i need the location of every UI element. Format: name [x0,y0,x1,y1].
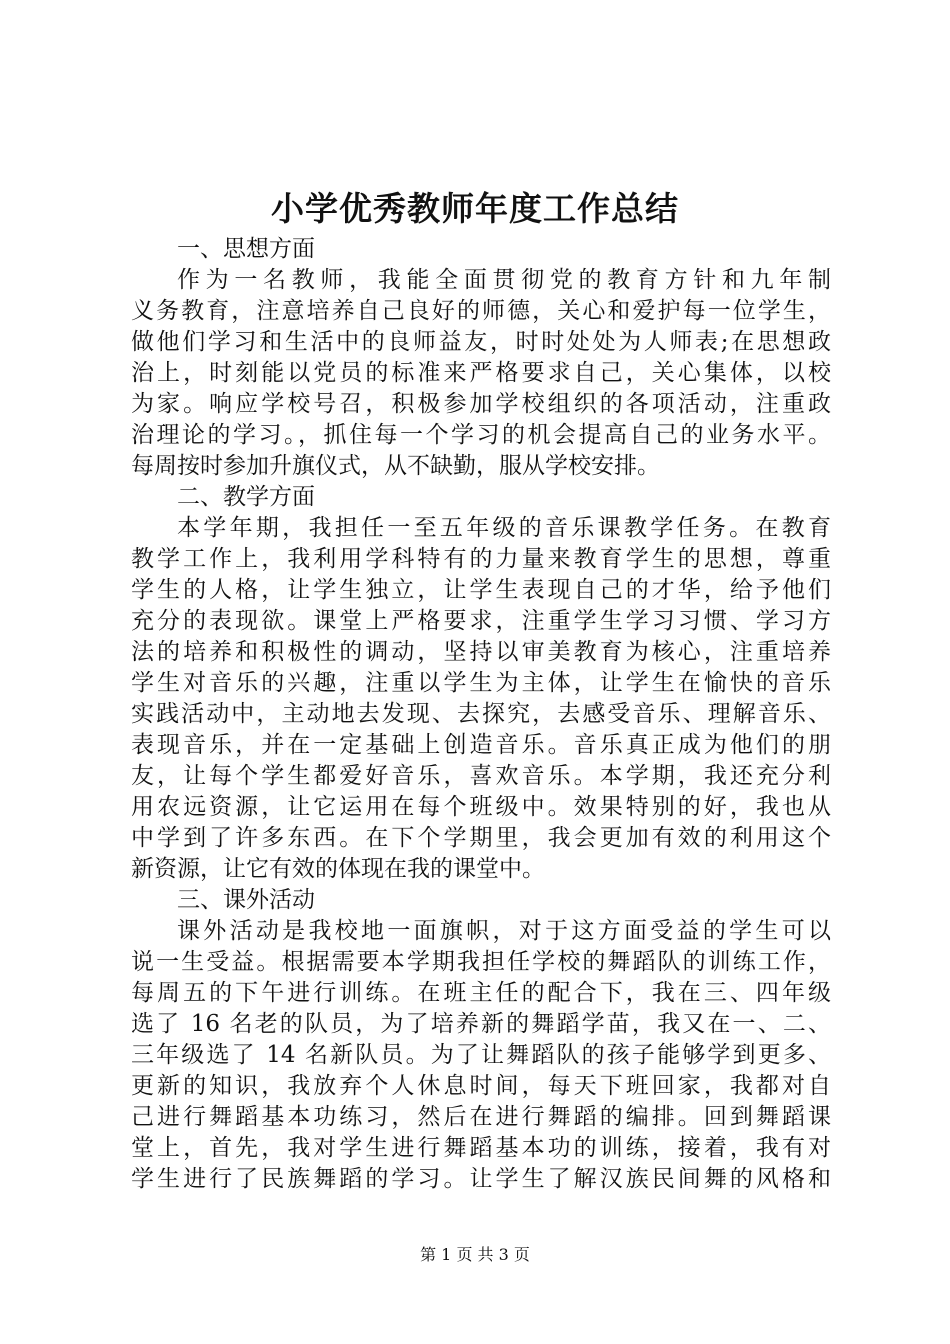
paragraph-line: 新资源，让它有效的体现在我的课堂中。 [131,856,545,882]
page-footer: 第 1 页 共 3 页 [420,1245,530,1264]
paragraph-line: 堂上，首先，我对学生进行舞蹈基本功的训练，接着，我有对 [131,1135,831,1161]
paragraph-line: 本学年期，我担任一至五年级的音乐课教学任务。在教育 [177,515,831,541]
document-body [131,234,831,1195]
paragraph-line: 学生的人格，让学生独立，让学生表现自己的才华，给予他们 [131,577,831,603]
paragraph-line: 义务教育，注意培养自己良好的师德，关心和爱护每一位学生， [131,298,831,324]
paragraph-line: 用农远资源，让它运用在每个班级中。效果特别的好，我也从 [131,794,831,820]
paragraph-line: 三年级选了 14 名新队员。为了让舞蹈队的孩子能够学到更多、 [131,1042,831,1068]
paragraph-line: 更新的知识，我放弃个人休息时间，每天下班回家，我都对自 [131,1073,831,1099]
document-title: 小学优秀教师年度工作总结 [271,189,679,228]
paragraph-line: 治上，时刻能以党员的标准来严格要求自己，关心集体，以校 [131,360,831,386]
paragraph-line: 表现音乐，并在一定基础上创造音乐。音乐真正成为他们的朋 [131,732,831,758]
paragraph-line: 充分的表现欲。课堂上严格要求，注重学生学习习惯、学习方 [131,608,831,634]
paragraph-line: 课外活动是我校地一面旗帜，对于这方面受益的学生可以 [177,918,831,944]
paragraph-line: 己进行舞蹈基本功练习，然后在进行舞蹈的编排。回到舞蹈课 [131,1104,831,1130]
paragraph-line: 教学工作上，我利用学科特有的力量来教育学生的思想，尊重 [131,546,831,572]
section-heading: 二、教学方面 [177,484,315,510]
paragraph-line: 法的培养和积极性的调动，坚持以审美教育为核心，注重培养 [131,639,831,665]
paragraph-line: 每周五的下午进行训练。在班主任的配合下，我在三、四年级 [131,980,831,1006]
paragraph-line: 学生进行了民族舞蹈的学习。让学生了解汉族民间舞的风格和 [131,1166,831,1192]
paragraph-line: 做他们学习和生活中的良师益友，时时处处为人师表;在思想政 [131,329,831,355]
paragraph-line: 选了 16 名老的队员，为了培养新的舞蹈学苗，我又在一、二、 [131,1011,831,1037]
paragraph-line: 学生对音乐的兴趣，注重以学生为主体，让学生在愉快的音乐 [131,670,831,696]
paragraph-line: 说一生受益。根据需要本学期我担任学校的舞蹈队的训练工作， [131,949,831,975]
paragraph-line: 实践活动中，主动地去发现、去探究，去感受音乐、理解音乐、 [131,701,831,727]
section-heading: 三、课外活动 [177,887,315,913]
paragraph-line: 治理论的学习。，抓住每一个学习的机会提高自己的业务水平。 [131,422,831,448]
paragraph-line: 中学到了许多东西。在下个学期里，我会更加有效的利用这个 [131,825,831,851]
paragraph-line: 友，让每个学生都爱好音乐，喜欢音乐。本学期，我还充分利 [131,763,831,789]
paragraph-line: 每周按时参加升旗仪式，从不缺勤，服从学校安排。 [131,453,660,479]
section-heading: 一、思想方面 [177,236,315,262]
paragraph-line: 为家。响应学校号召，积极参加学校组织的各项活动，注重政 [131,391,831,417]
paragraph-line: 作为一名教师，我能全面贯彻党的教育方针和九年制 [177,267,831,293]
